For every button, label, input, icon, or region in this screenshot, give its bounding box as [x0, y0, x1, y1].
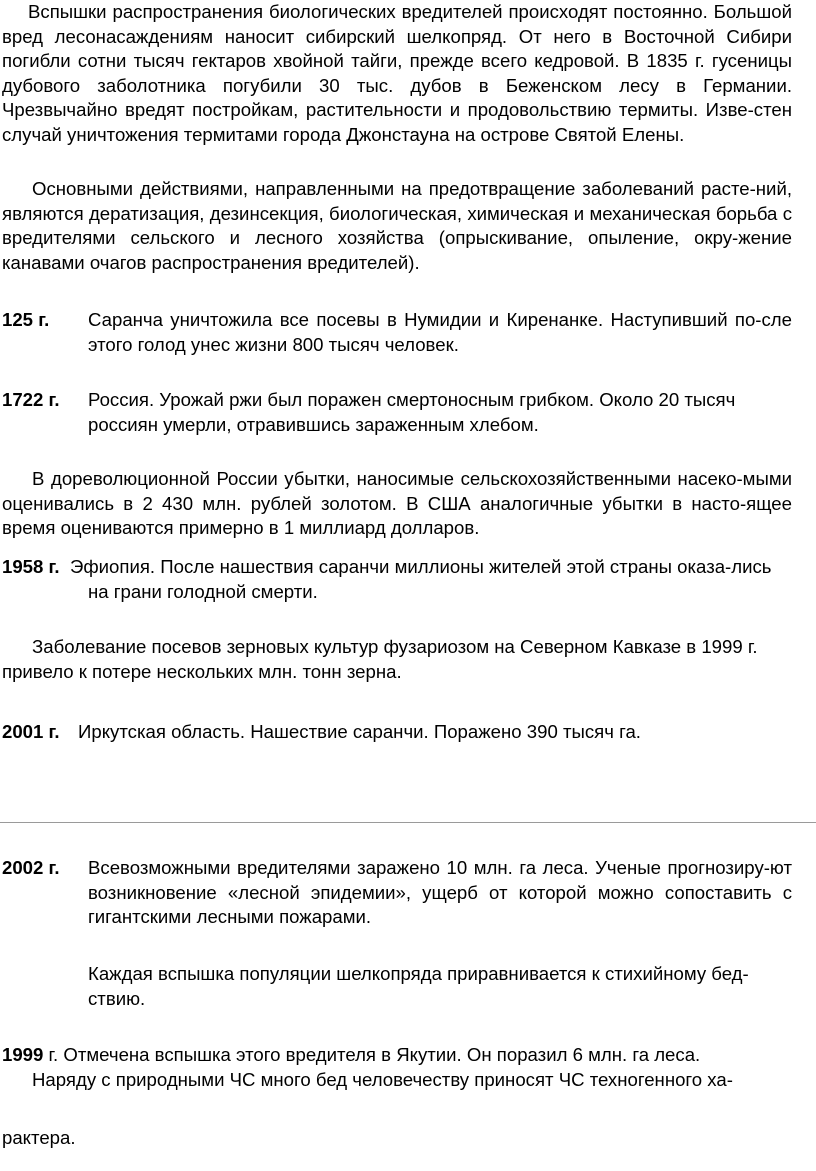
paragraph-losses: В дореволюционной России убытки, наносимые сельскохозяйственными насеко-мыми оценивались в 2 430 млн. рублей золотом. В США аналогичные убытки в насто-ящее время оцениваются примерно в 1 миллиард долларов.: [2, 468, 792, 538]
entry-text: Россия. Урожай ржи был поражен смертоносным грибком. Около 20 тысяч россиян умерли, отравившись зараженным хлебом.: [88, 389, 736, 435]
paragraph-silkworm: Каждая вспышка популяции шелкопряда приравнивается к стихийному бед-ствию.: [88, 963, 749, 1009]
paragraph-outbreaks: Вспышки распространения биологических вредителей происходят постоянно. Большой вред лесонасаждениям наносит сибирский шелкопряд. От него в Восточной Сибири погибли сотни тысяч гектаров хвойной тайги, прежде всего кедровой. В 1835 г. гусеницы дубового заболотника погубили 30 тыс. дубов в Беженском лесу в Германии. Чрезвычайно вредят постройкам, растительности и продовольствию термиты. Изве-стен случай уничтожения термитами города Джонстауна на острове Святой Елены.: [2, 1, 792, 145]
entry-year: 1958 г.: [2, 556, 60, 577]
entry-year: 1999: [2, 1044, 44, 1065]
entry-2001: [2, 720, 792, 745]
entry-year: 125 г.: [2, 309, 50, 330]
entry-year: 2001 г.: [2, 721, 60, 742]
paragraph-technogenic: Наряду с природными ЧС много бед человечеству приносят ЧС техногенного ха-: [32, 1069, 733, 1090]
entry-text: Всевозможными вредителями заражено 10 млн. га леса. Ученые прогнозиру-ют возникновение «лесной эпидемии», ущерб от которой можно сопоставить с гигантскими лесными пожарами.: [88, 857, 792, 927]
paragraph-technogenic-end: рактера.: [2, 1127, 76, 1148]
entry-text: Эфиопия. После нашествия саранчи миллионы жителей этой страны оказа-лись на грани голодной смерти.: [70, 556, 772, 602]
entry-year: 2002 г.: [2, 857, 60, 878]
entry-text: г. Отмечена вспышка этого вредителя в Якутии. Он поразил 6 млн. га леса.: [48, 1044, 701, 1065]
entry-125: [2, 308, 792, 357]
entry-1958: [2, 555, 792, 604]
paragraph-fusarium: Заболевание посевов зерновых культур фузариозом на Северном Кавказе в 1999 г. привело к потере нескольких млн. тонн зерна.: [2, 636, 758, 682]
entry-2002: [2, 856, 792, 930]
horizontal-divider: [0, 822, 816, 823]
entry-text: Саранча уничтожила все посевы в Нумидии и Киренанке. Наступивший по-сле этого голод унес жизни 800 тысяч человек.: [88, 309, 792, 355]
entry-1999: [2, 1043, 792, 1068]
entry-1722: [2, 388, 792, 437]
entry-text: Иркутская область. Нашествие саранчи. Поражено 390 тысяч га.: [78, 721, 641, 742]
paragraph-prevention: Основными действиями, направленными на предотвращение заболеваний расте-ний, являются дератизация, дезинсекция, биологическая, химическая и механическая борьба с вредителями сельского и лесного хозяйства (опрыскивание, опыление, окру-жение канавами очагов распространения вредителей).: [2, 178, 792, 273]
entry-year: 1722 г.: [2, 389, 60, 410]
